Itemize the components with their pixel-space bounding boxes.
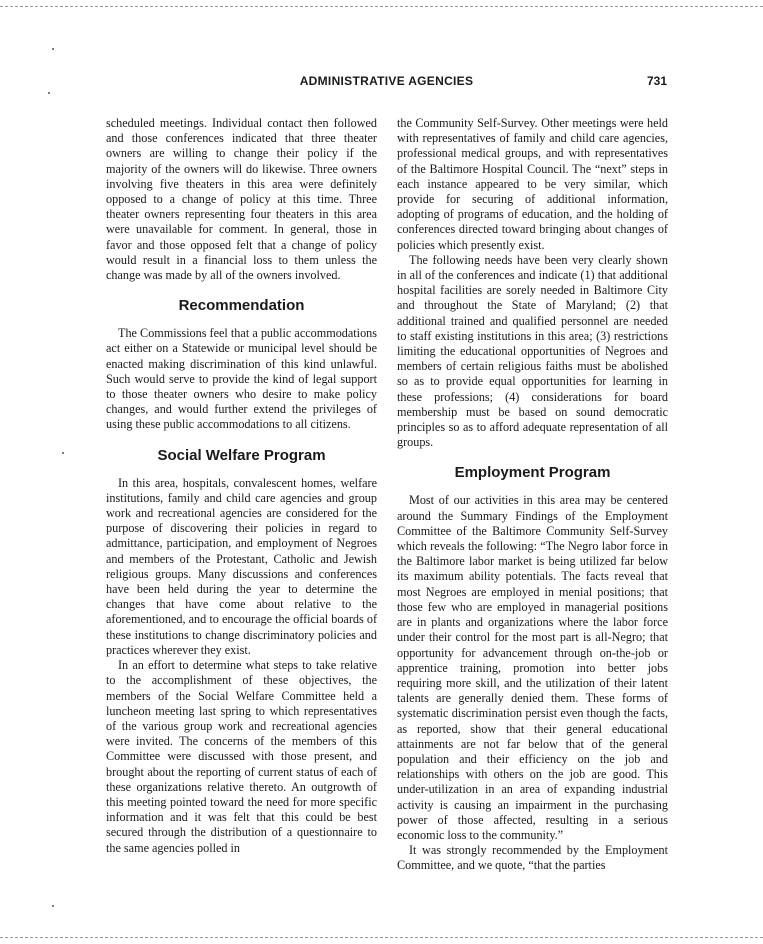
heading-employment-program: Employment Program (454, 464, 611, 482)
bottom-scan-edge (0, 937, 763, 938)
scan-speck (62, 452, 64, 454)
page-number: 731 (646, 74, 667, 88)
left-paragraph-4: In an effort to determine what steps to take relative to the accomplishment of these objectives, the members of the Social Welfare Committee held a luncheon meeting last spring to which representatives of the various group work and recreational agencies were invited. The concerns of the members of this Committee were discussed with those present, and brought about the reporting of current status of each of these organizations relative thereto. An outgrowth of this meeting pointed toward the need for more specific information and it was felt that this could be best secured through the distribution of a questionnaire to the same agencies polled in (106, 658, 377, 855)
scan-speck (48, 92, 50, 94)
heading-recommendation: Recommendation (178, 297, 305, 315)
left-paragraph-3: In this area, hospitals, convalescent homes, welfare institutions, family and child care agencies and group work and recreational agencies are considered for the purpose of discovering their policies in regard to admittance, participation, and employment of Negroes and members of the Protestant, Catholic and Jewish religious groups. Many discussions and conferences have been held during the year to determine the changes that have come about relative to the aforementioned, and to encourage the official boards of these institutions to change discriminatory policies and practices wherever they exist. (106, 475, 377, 657)
right-paragraph-2: The following needs have been very clearly shown in all of the conferences and indicate (1) that additional hospital facilities are sorely needed in Baltimore City and throughout the State of Maryland; (2) that additional trained and qualified personnel are needed to staff existing institutions in this area; (3) restrictions limiting the educational opportunities of Negroes and members of certain religious faiths must be abolished so as to provide equal opportunities for learning in these professions; (4) considerations for board membership must be based on sound democratic principles so as to afford adequate representation of all groups. (397, 252, 668, 450)
header-title: ADMINISTRATIVE AGENCIES (299, 74, 474, 88)
right-paragraph-1: the Community Self-Survey. Other meetings were held with representatives of family and child care agencies, professional medical groups, and with representatives of the Baltimore Hospital Council. The “next” steps in each instance appeared to be very similar, which provide for securing of additional information, adopting of programs of education, and the holding of conferences directed toward bringing about changes of policies which presently exist. (397, 116, 668, 252)
left-paragraph-1: scheduled meetings. Individual contact then followed and those conferences indicated that three theater owners are willing to change their policy if the majority of the owners will do likewise. Three owners involving five theaters in this area were definitely opposed to a change of policy at this time. Three theater owners representing four theaters in this area were unavailable for comment. In general, those in favor and those opposed felt that a change of policy would result in a financial loss to them unless the change was made by all of the owners involved. (106, 116, 377, 283)
left-column (106, 116, 377, 856)
scan-speck (52, 48, 54, 50)
left-paragraph-2: The Commissions feel that a public accommodations act either on a Statewide or municipal level should be enacted making discrimination of this kind unlawful. Such would serve to provide the kind of legal support to those theater owners who desire to make policy changes, and would further extend the privileges of using these public accommodations to all citizens. (106, 326, 377, 432)
scan-speck (52, 905, 54, 907)
right-paragraph-3: Most of our activities in this area may be centered around the Summary Findings of the Employment Committee of the Baltimore Community Self-Survey which reveals the following: “The Negro labor force in the Baltimore labor market is being utilized far below its maximum ability potentials. The facts reveal that most Negroes are employed in menial positions; that those few who are employed in managerial positions are in plants and organizations where the labor force under their control for the most part is all-Negro; that opportunity for advancement through on-the-job or apprentice training, promotion into better jobs requiring more skill, and the utilization of their latent talents are generally denied them. These forms of systematic discrimination persist even though the facts, as reported, show that their general educational attainments are not far below that of the general population and their efficiency on the job and relationships with others on the job are good. This under-utilization in an area of expanding industrial activity is causing an impairment in the purchasing power of those affected, resulting in a serious economic loss to the community.” (397, 493, 668, 842)
heading-social-welfare-program: Social Welfare Program (157, 446, 326, 464)
running-header (106, 74, 667, 90)
right-paragraph-4: It was strongly recommended by the Employment Committee, and we quote, “that the parties (397, 843, 668, 873)
top-scan-edge (0, 6, 763, 7)
right-column (397, 116, 668, 874)
